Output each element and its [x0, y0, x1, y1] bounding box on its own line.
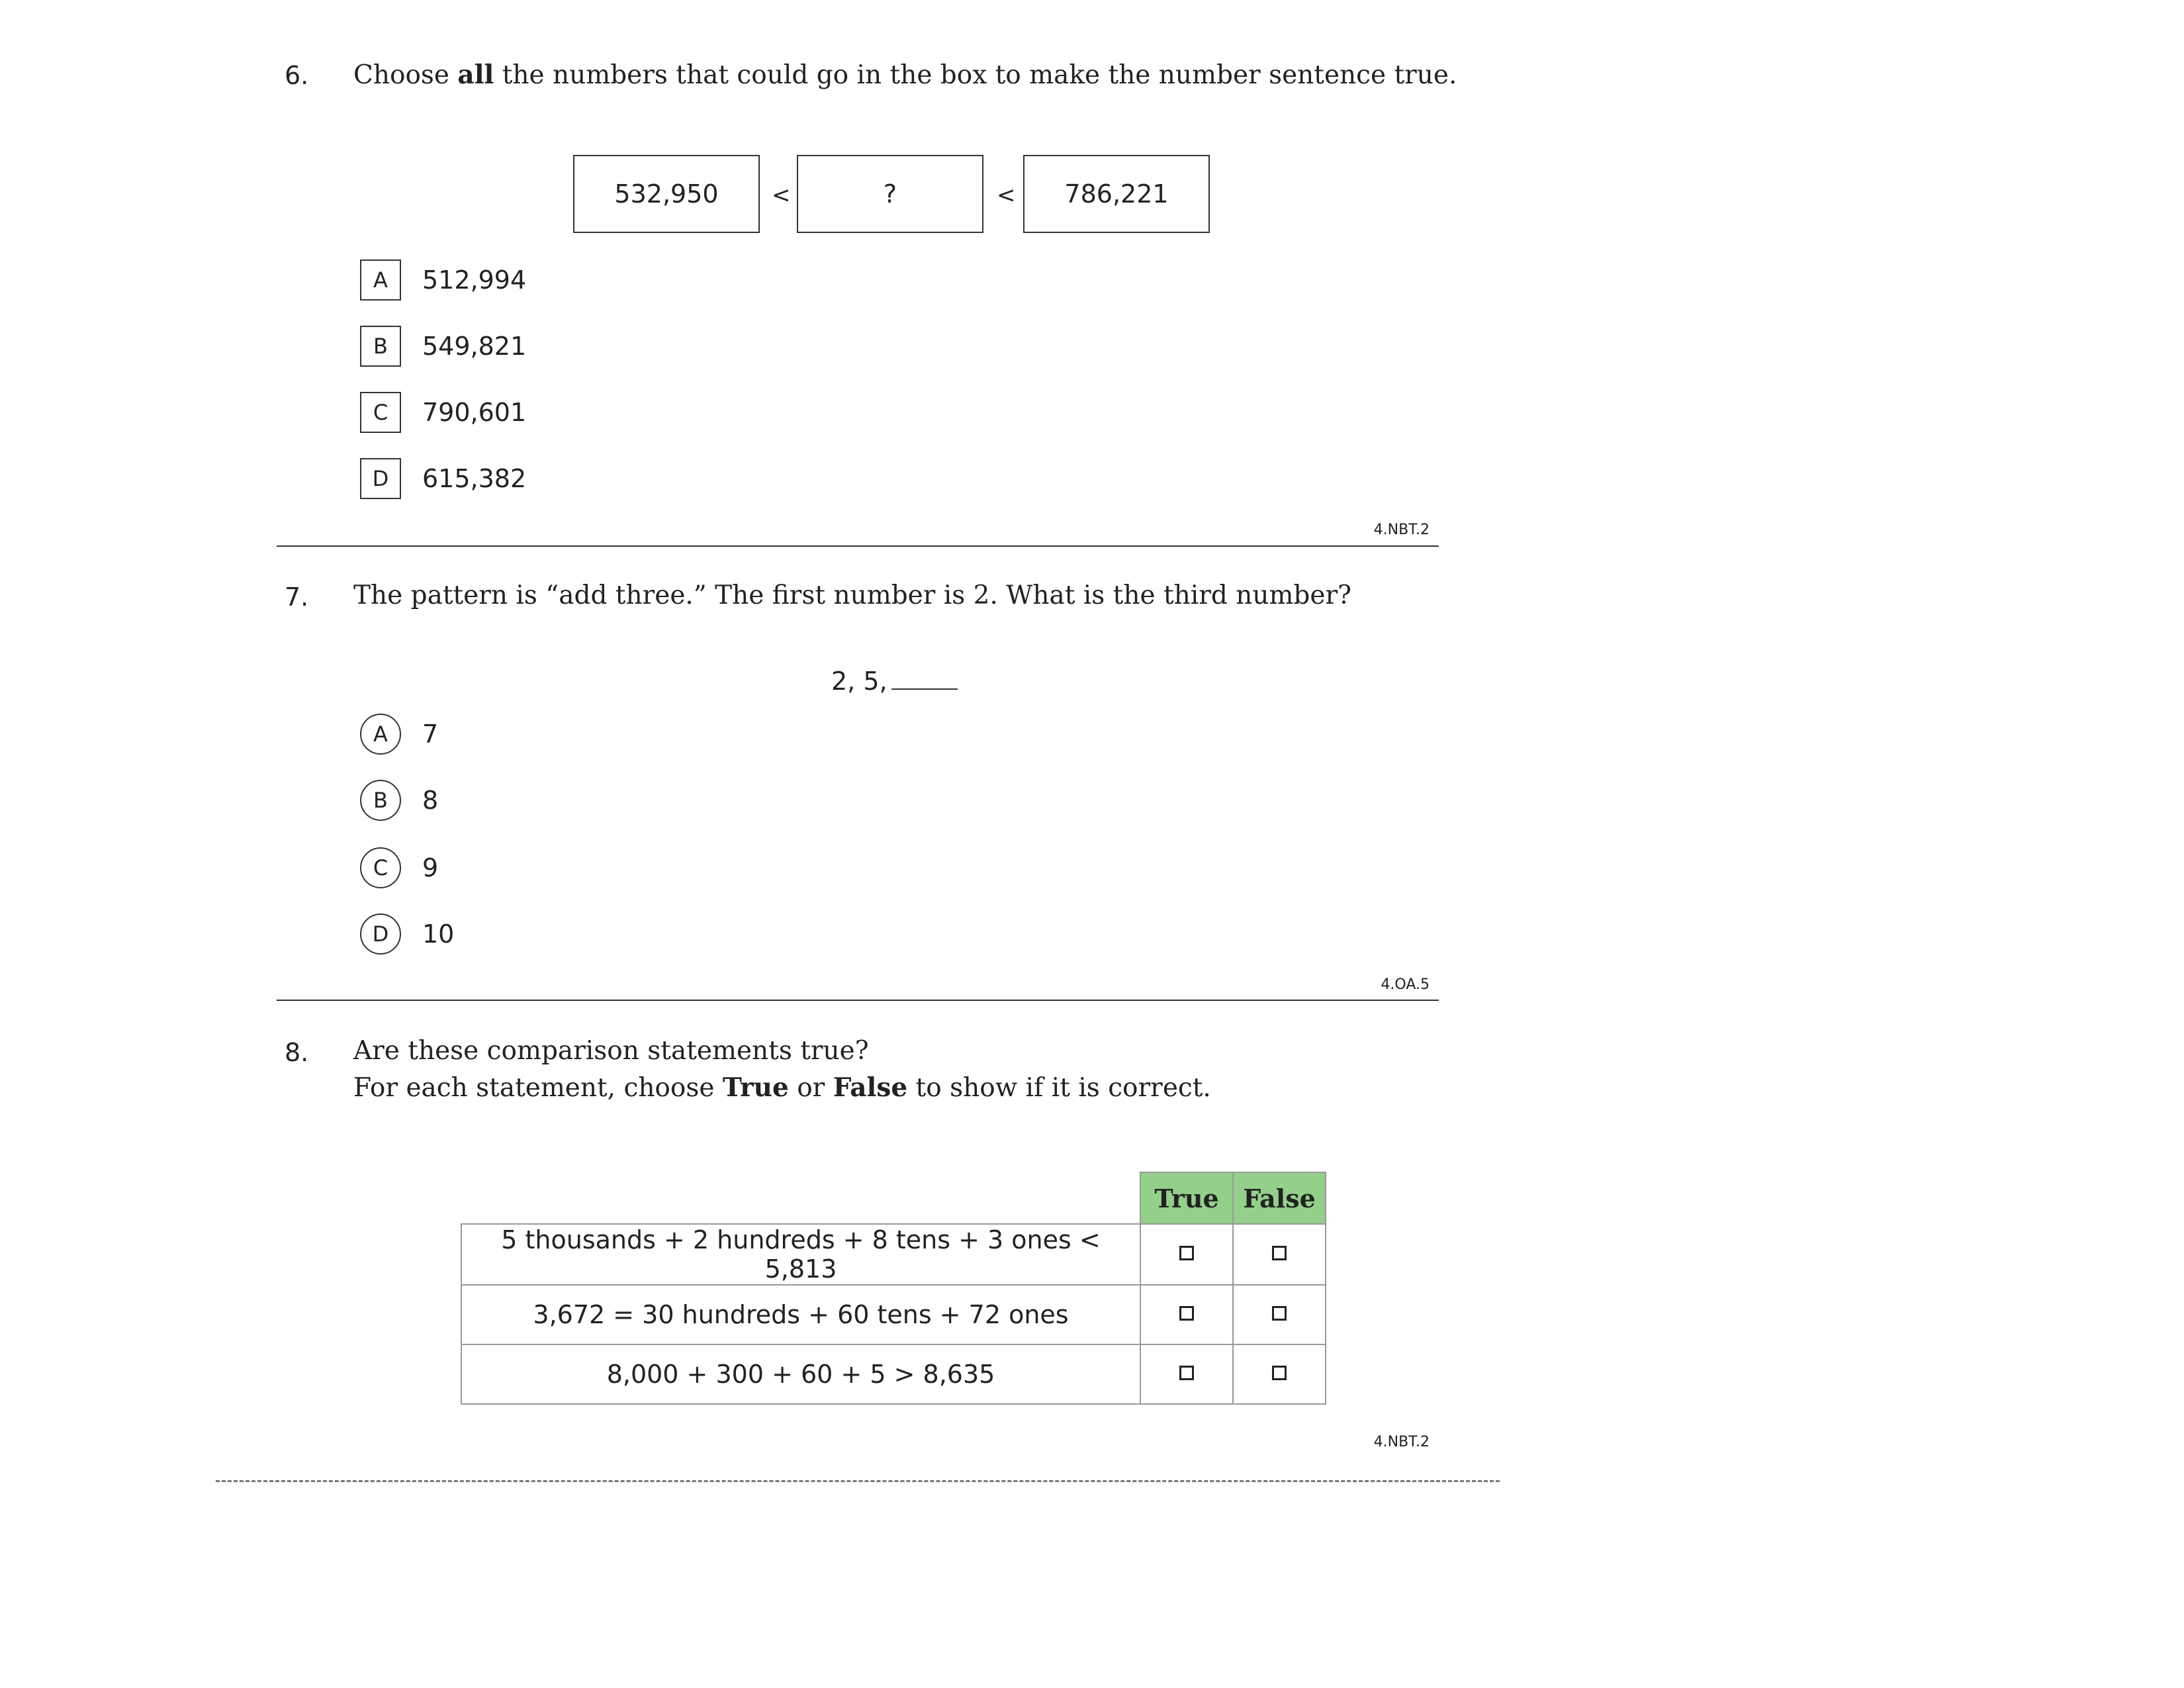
question-8-line2-true: True — [722, 1072, 789, 1103]
q6-option-c-value: 790,601 — [422, 398, 527, 427]
question-8-line2-pre: For each statement, choose — [353, 1073, 723, 1103]
question-6-number: 6. — [285, 61, 309, 90]
question-6-text-pre: Choose — [353, 60, 458, 90]
pattern-sequence — [831, 663, 958, 696]
less-than-sign-1: < — [772, 182, 791, 209]
true-false-table — [461, 1172, 1326, 1405]
q6-option-b-value: 549,821 — [422, 332, 527, 361]
q7-option-b-bubble[interactable]: B — [360, 780, 401, 821]
q8-standard-code: 4.NBT.2 — [1373, 1434, 1430, 1450]
number-box-right: 786,221 — [1023, 155, 1210, 233]
number-box-unknown: ? — [797, 155, 983, 233]
question-8-line2-mid: or — [788, 1073, 833, 1103]
statement-1-false-cell[interactable] — [1233, 1224, 1326, 1285]
page-cut-line — [216, 1480, 1500, 1482]
divider-q6 — [277, 545, 1439, 547]
q7-option-b-value: 8 — [422, 786, 439, 815]
question-7-text: The pattern is “add three.” The first number is 2. What is the third number? — [353, 581, 1352, 610]
q6-option-d-checkbox[interactable]: D — [360, 458, 401, 499]
question-8-line2-post: to show if it is correct. — [907, 1073, 1211, 1103]
question-6-text-bold: all — [457, 60, 494, 90]
question-8-line2 — [353, 1072, 1211, 1103]
table-row — [461, 1344, 1326, 1404]
pattern-sequence-text: 2, 5, — [831, 667, 887, 696]
statement-2-false-checkbox[interactable] — [1272, 1306, 1287, 1321]
table-row — [461, 1224, 1326, 1285]
table-row — [461, 1285, 1326, 1344]
q6-option-a[interactable] — [360, 259, 526, 301]
statement-2-true-checkbox[interactable] — [1179, 1306, 1194, 1321]
q7-option-c-bubble[interactable]: C — [360, 847, 401, 888]
question-8-line1: Are these comparison statements true? — [353, 1036, 869, 1066]
table-header-false: False — [1233, 1172, 1326, 1224]
statement-1-true-checkbox[interactable] — [1179, 1246, 1194, 1260]
question-8-line2-false: False — [833, 1072, 908, 1103]
q6-option-b[interactable] — [360, 326, 526, 367]
table-header-row — [461, 1172, 1326, 1224]
statement-3-true-checkbox[interactable] — [1179, 1366, 1194, 1380]
q7-option-d-bubble[interactable]: D — [360, 914, 401, 955]
statement-1-false-checkbox[interactable] — [1272, 1246, 1287, 1260]
q6-standard-code: 4.NBT.2 — [1373, 522, 1430, 538]
question-6-text — [353, 60, 1457, 90]
less-than-sign-2: < — [997, 182, 1016, 209]
statement-3-false-cell[interactable] — [1233, 1344, 1326, 1404]
q7-option-a-bubble[interactable]: A — [360, 714, 401, 755]
q7-option-c-value: 9 — [422, 853, 439, 882]
table-header-blank — [461, 1172, 1140, 1224]
q7-option-d-value: 10 — [422, 919, 455, 949]
q7-option-a[interactable] — [360, 714, 438, 755]
q6-option-c[interactable] — [360, 392, 526, 433]
statement-1-true-cell[interactable] — [1140, 1224, 1233, 1285]
question-6-text-post: the numbers that could go in the box to make the number sentence true. — [494, 60, 1457, 90]
q6-option-a-checkbox[interactable]: A — [360, 259, 401, 301]
statement-2-false-cell[interactable] — [1233, 1285, 1326, 1344]
q7-standard-code: 4.OA.5 — [1381, 976, 1430, 993]
statement-3-true-cell[interactable] — [1140, 1344, 1233, 1404]
question-7-number: 7. — [285, 583, 309, 612]
statement-1: 5 thousands + 2 hundreds + 8 tens + 3 ones < 5,813 — [461, 1224, 1140, 1285]
q7-option-b[interactable] — [360, 780, 438, 821]
q6-option-a-value: 512,994 — [422, 265, 527, 295]
divider-q7 — [277, 1000, 1439, 1001]
q6-option-d-value: 615,382 — [422, 464, 527, 493]
number-box-left: 532,950 — [573, 155, 760, 233]
pattern-answer-blank — [891, 663, 958, 690]
statement-3: 8,000 + 300 + 60 + 5 > 8,635 — [461, 1344, 1140, 1404]
statement-3-false-checkbox[interactable] — [1272, 1366, 1287, 1380]
q7-option-c[interactable] — [360, 847, 438, 888]
q6-option-c-checkbox[interactable]: C — [360, 392, 401, 433]
q7-option-d[interactable] — [360, 914, 454, 955]
q7-option-a-value: 7 — [422, 720, 439, 749]
q6-option-d[interactable] — [360, 458, 526, 499]
statement-2: 3,672 = 30 hundreds + 60 tens + 72 ones — [461, 1285, 1140, 1344]
table-header-true: True — [1140, 1172, 1233, 1224]
statement-2-true-cell[interactable] — [1140, 1285, 1233, 1344]
question-8-number: 8. — [285, 1038, 309, 1067]
q6-option-b-checkbox[interactable]: B — [360, 326, 401, 367]
